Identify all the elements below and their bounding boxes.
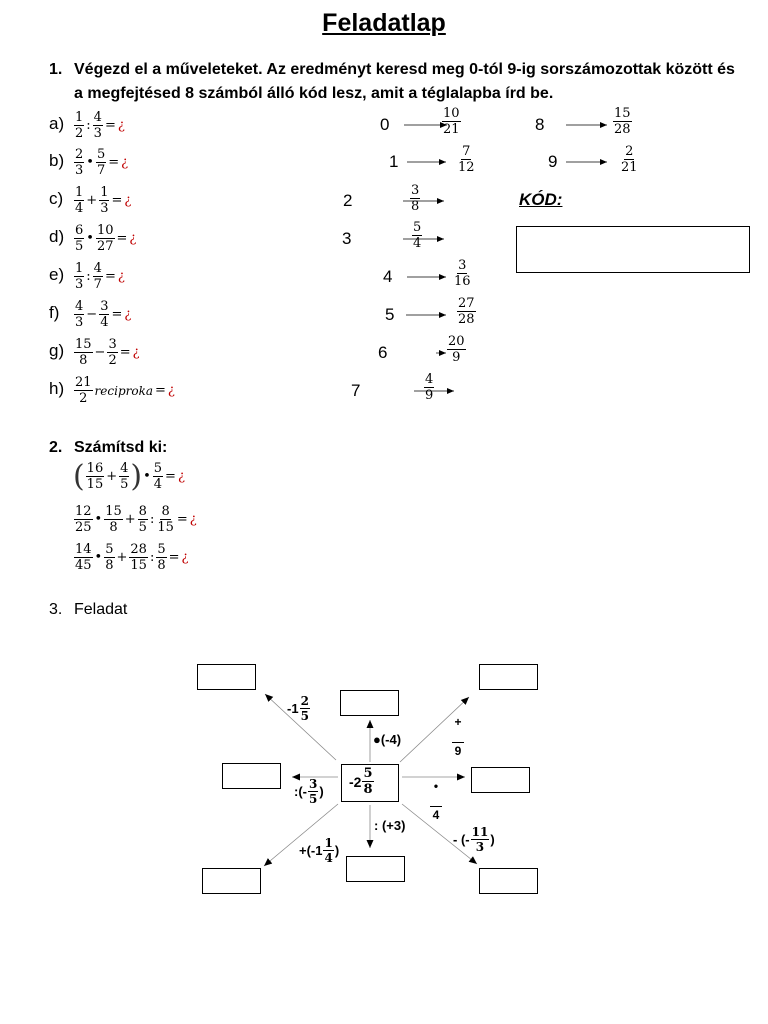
numerator: 3 <box>458 258 467 273</box>
answer-box-left[interactable] <box>222 763 281 789</box>
numerator: 5 <box>157 542 166 557</box>
denominator: 15 <box>86 477 104 493</box>
numerator: 12 <box>75 504 92 519</box>
denominator: 28 <box>458 312 475 327</box>
denominator: 5 <box>120 477 129 493</box>
denominator: 5 <box>309 792 318 806</box>
denominator: 3 <box>475 840 485 854</box>
unknown-mark: ¿ <box>124 307 132 322</box>
operator: = <box>155 383 166 398</box>
denominator: 15 <box>130 558 147 573</box>
denominator: 28 <box>614 122 631 137</box>
operator: = <box>104 269 116 284</box>
code-label: KÓD: <box>519 190 563 209</box>
denominator: 8 <box>109 520 118 535</box>
task3-heading: Feladat <box>74 601 128 618</box>
numerator: 8 <box>138 504 147 519</box>
denominator: 8 <box>157 558 166 573</box>
op-label-top-right <box>452 716 464 757</box>
denominator: 3 <box>75 315 84 330</box>
numerator: 1 <box>324 836 333 850</box>
denominator: 3 <box>100 201 109 216</box>
paren: ) <box>130 459 143 494</box>
operator: : <box>149 512 155 527</box>
answer-digit: 9 <box>548 152 558 171</box>
answer-digit: 5 <box>385 305 395 324</box>
numerator: 3 <box>309 777 318 791</box>
answer-box-bottom[interactable] <box>346 856 405 882</box>
unknown-mark: ¿ <box>167 383 175 398</box>
denominator: 9 <box>425 388 434 403</box>
exercise-label: h) <box>49 379 65 398</box>
reciprocal-word: reciproka <box>94 383 154 398</box>
exercise-label: g) <box>49 341 65 360</box>
operator: • <box>86 231 94 246</box>
task2-number: 2. <box>49 439 63 456</box>
op-sign: • <box>433 779 439 793</box>
answer-digit: 6 <box>378 343 388 362</box>
numerator: 15 <box>614 106 631 121</box>
op-suffix: ) <box>319 784 324 799</box>
denominator: 3 <box>75 277 84 292</box>
numerator: 3 <box>411 183 420 198</box>
numerator: 7 <box>462 144 471 159</box>
denominator: 7 <box>96 163 106 178</box>
denominator: 27 <box>96 239 114 254</box>
denominator: 45 <box>75 558 92 573</box>
answer-box-top-right[interactable] <box>479 664 538 690</box>
fraction <box>471 826 490 853</box>
operator: = <box>116 231 128 246</box>
numerator: 4 <box>93 110 102 125</box>
operator: • <box>94 550 103 565</box>
denominator: 21 <box>443 122 460 137</box>
operator: = <box>104 118 116 133</box>
operator: = <box>165 469 176 485</box>
op-suffix: ) <box>334 843 340 858</box>
denominator: 5 <box>300 709 309 723</box>
operator: = <box>111 193 123 208</box>
answer-digit: 7 <box>351 381 361 400</box>
denominator: 15 <box>157 520 174 535</box>
operator: + <box>116 550 128 565</box>
unknown-mark: ¿ <box>117 269 125 284</box>
numerator: 2 <box>75 147 84 162</box>
op-label-top: ●(-4) <box>373 732 402 747</box>
op-prefix: -1 <box>287 701 299 716</box>
numerator: 4 <box>425 372 434 387</box>
op-numerator <box>430 798 442 807</box>
denominator: 25 <box>75 520 92 535</box>
numerator: 10 <box>96 223 114 238</box>
denominator: 4 <box>75 201 84 216</box>
numerator: 28 <box>130 542 147 557</box>
operator: − <box>86 307 98 322</box>
unknown-mark: ¿ <box>124 193 132 208</box>
operator: = <box>168 550 180 565</box>
operator: : <box>86 269 91 284</box>
op-prefix: :(- <box>294 784 307 799</box>
answer-digit: 1 <box>389 152 399 171</box>
operator: • <box>86 155 94 170</box>
op-prefix: +(-1 <box>299 843 323 858</box>
op-sign: + <box>454 715 462 729</box>
numerator: 2 <box>300 694 309 708</box>
operator: + <box>86 193 98 208</box>
fraction <box>362 767 373 796</box>
answer-digit: 2 <box>343 191 353 210</box>
denominator: 4 <box>100 315 109 330</box>
op-label-left <box>294 778 324 805</box>
numerator: 5 <box>153 461 163 477</box>
exercise-label: f) <box>49 303 60 322</box>
numerator: 16 <box>86 461 104 477</box>
operator: = <box>119 345 131 360</box>
op-label-right <box>430 780 442 821</box>
denominator: 8 <box>411 199 420 214</box>
op-numerator <box>452 734 464 743</box>
numerator: 3 <box>108 337 117 352</box>
op-label-bottom: : (+3) <box>374 818 406 833</box>
numerator: 14 <box>75 542 92 557</box>
numerator: 5 <box>413 220 422 235</box>
denominator: 2 <box>108 353 117 368</box>
op-label-bottom-right <box>453 826 495 853</box>
numerator: 4 <box>75 299 84 314</box>
denominator: 5 <box>75 239 84 254</box>
task1-instruction-line1: Végezd el a műveleteket. Az eredményt keresd meg 0-tól 9-ig sorszámozottak között és <box>74 61 735 78</box>
fraction <box>308 778 318 805</box>
op-denominator: 4 <box>432 808 440 822</box>
answer-box-bottom-left[interactable] <box>202 868 261 894</box>
denominator: 4 <box>413 236 422 251</box>
operator: = <box>108 155 120 170</box>
denominator: 8 <box>105 558 114 573</box>
numerator: 15 <box>105 504 122 519</box>
exercise-label: d) <box>49 227 65 246</box>
denominator: 5 <box>138 520 147 535</box>
op-suffix: ) <box>490 832 495 847</box>
unknown-mark: ¿ <box>132 345 140 360</box>
denominator: 2 <box>79 391 88 406</box>
numerator: 6 <box>75 223 84 238</box>
fraction <box>300 695 310 722</box>
numerator: 8 <box>161 504 170 519</box>
denominator: 3 <box>93 126 102 141</box>
numerator: 1 <box>75 261 84 276</box>
answer-digit: 3 <box>342 229 352 248</box>
operator: • <box>94 512 103 527</box>
denominator: 4 <box>324 851 333 865</box>
numerator: 2 <box>625 144 634 159</box>
exercise-label: e) <box>49 265 65 284</box>
exercise-label: c) <box>49 189 64 208</box>
numerator: 5 <box>105 542 114 557</box>
operator: − <box>94 345 106 360</box>
answer-digit: 8 <box>535 115 545 134</box>
answer-box-bottom-right[interactable] <box>479 868 538 894</box>
answer-box-top[interactable] <box>340 690 399 716</box>
fraction <box>323 837 333 864</box>
op-label-top-left <box>287 695 311 722</box>
answer-digit: 4 <box>383 267 393 286</box>
denominator: 12 <box>458 160 475 175</box>
numerator: 11 <box>471 825 489 839</box>
numerator: 5 <box>363 766 373 781</box>
numerator: 1 <box>75 185 84 200</box>
operator: = <box>176 512 188 527</box>
numerator: 1 <box>100 185 109 200</box>
numerator: 10 <box>443 106 460 121</box>
unknown-mark: ¿ <box>177 469 185 485</box>
numerator: 21 <box>75 375 92 390</box>
paren: ( <box>73 459 85 494</box>
operator: + <box>106 469 118 485</box>
task2-heading: Számítsd ki: <box>74 439 168 456</box>
denominator: 21 <box>621 160 638 175</box>
unknown-mark: ¿ <box>121 155 129 170</box>
numerator: 15 <box>75 337 92 352</box>
numerator: 4 <box>120 461 129 477</box>
task3-number: 3. <box>49 601 63 618</box>
center-number <box>349 767 375 796</box>
numerator: 3 <box>100 299 109 314</box>
unknown-mark: ¿ <box>129 231 137 246</box>
operator: • <box>143 469 151 485</box>
center-whole: -2 <box>349 773 362 790</box>
denominator: 2 <box>75 126 84 141</box>
op-prefix: - (- <box>453 832 470 847</box>
answer-digit: 0 <box>380 115 390 134</box>
numerator: 1 <box>75 110 84 125</box>
denominator: 4 <box>153 477 163 493</box>
operator: = <box>111 307 123 322</box>
denominator: 8 <box>363 782 373 797</box>
numerator: 5 <box>96 147 106 162</box>
exercise-label: a) <box>49 114 65 133</box>
numerator: 27 <box>458 296 475 311</box>
answer-box-top-left[interactable] <box>197 664 256 690</box>
page-title: Feladatlap <box>322 9 446 37</box>
operator: : <box>86 118 91 133</box>
numerator: 4 <box>93 261 102 276</box>
task1-number: 1. <box>49 61 63 78</box>
exercise-label: b) <box>49 151 65 170</box>
denominator: 8 <box>79 353 88 368</box>
denominator: 7 <box>93 277 102 292</box>
numerator: 20 <box>448 334 465 349</box>
denominator: 3 <box>75 163 84 178</box>
operator: : <box>149 550 155 565</box>
answer-box-right[interactable] <box>471 767 530 793</box>
task1-instruction-line2: a megfejtésed 8 számból álló kód lesz, amit a téglalapba írd be. <box>74 85 554 102</box>
denominator: 16 <box>454 274 471 289</box>
unknown-mark: ¿ <box>181 550 189 565</box>
op-label-bottom-left <box>299 837 339 864</box>
unknown-mark: ¿ <box>117 118 125 133</box>
denominator: 9 <box>452 350 461 365</box>
op-denominator: 9 <box>454 744 462 758</box>
operator: + <box>124 512 136 527</box>
unknown-mark: ¿ <box>189 512 197 527</box>
